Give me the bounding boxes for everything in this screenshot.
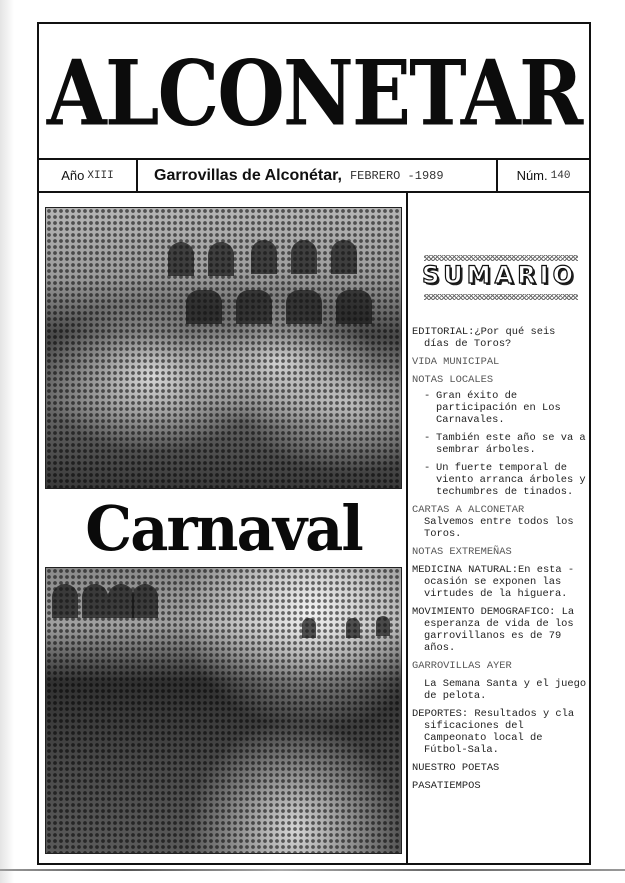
masthead: [39, 24, 589, 160]
arch-shape: [286, 290, 322, 324]
issue-number-cell: [498, 160, 589, 191]
carnival-photo-bottom: [45, 567, 402, 854]
toc-item-poetas: [412, 762, 590, 774]
toc-text: sificaciones del Campeonato local de Fútbol-Sala.: [424, 720, 543, 756]
year-cell: [39, 160, 138, 191]
arch-shape: [236, 290, 272, 324]
arch-shape: [208, 242, 234, 276]
carnival-photo-top: [45, 207, 402, 489]
place-date-cell: [138, 160, 498, 191]
toc-bullet: [412, 390, 590, 426]
table-of-contents: [408, 193, 591, 865]
toc-heading: NUESTRO POETAS: [412, 762, 500, 774]
place-name: Garrovillas de Alconétar,: [154, 166, 342, 184]
year-label: Año: [61, 168, 85, 183]
issue-info-bar: [39, 160, 589, 193]
toc-text: La Semana Santa y el juego de pelota.: [424, 678, 587, 702]
arch-shape: [251, 240, 277, 274]
toc-item-vida-municipal: [412, 356, 590, 368]
toc-heading: PASATIEMPOS: [412, 780, 481, 792]
arcade-arches: [46, 568, 401, 853]
toc-text: días de Toros?: [424, 338, 512, 350]
arch-shape: [331, 240, 357, 274]
arch-shape: [82, 584, 108, 618]
arch-shape: [346, 618, 360, 638]
dash-bullet-icon: -: [424, 432, 431, 444]
toc-heading: CARTAS A ALCONETAR: [412, 504, 525, 516]
toc-bullet-text: Un fuerte temporal de viento arranca árboles y techumbres de tinados.: [436, 462, 586, 498]
toc-bullet-text: También este año se va a sembrar árboles.: [436, 432, 586, 456]
scan-edge-shadow: [0, 0, 14, 883]
arch-shape: [376, 616, 390, 636]
toc-item-editorial: [412, 326, 590, 350]
newspaper-cover: [37, 22, 591, 865]
year-value: XIII: [87, 169, 114, 182]
toc-heading: DEPORTES: Resultados y cla: [412, 708, 575, 720]
issue-number: 140: [550, 169, 571, 182]
dash-bullet-icon: -: [424, 390, 431, 402]
toc-item-medicina: [412, 564, 590, 600]
toc-list: [412, 326, 590, 798]
toc-item-notas-locales: [412, 374, 590, 498]
toc-heading: NOTAS LOCALES: [412, 374, 494, 386]
toc-item-movimiento: [412, 606, 590, 654]
toc-bullet: [412, 462, 590, 498]
cover-body: [39, 193, 589, 865]
toc-text: ocasión se exponen las virtudes de la higuera.: [424, 576, 568, 600]
arch-shape: [336, 290, 372, 324]
arch-shape: [132, 584, 158, 618]
sumario-title: SUMARIO: [421, 261, 578, 289]
arcade-arches: [46, 208, 401, 488]
toc-heading: EDITORIAL:¿Por qué seis: [412, 326, 556, 338]
toc-heading: VIDA MUNICIPAL: [412, 356, 500, 368]
issue-label: Núm.: [516, 168, 548, 183]
toc-heading: GARROVILLAS AYER: [412, 660, 512, 672]
headline-text: Carnaval: [85, 491, 362, 565]
toc-text: Salvemos entre todos los Toros.: [424, 516, 574, 540]
toc-bullet: [412, 432, 590, 456]
page-bottom-edge: [0, 869, 625, 871]
toc-item-notas-extremenas: [412, 546, 590, 558]
arch-shape: [168, 242, 194, 276]
arch-shape: [186, 290, 222, 324]
masthead-title: ALCONETAR: [46, 39, 582, 147]
arch-shape: [291, 240, 317, 274]
toc-heading: MOVIMIENTO DEMOGRAFICO: La: [412, 606, 575, 618]
toc-heading: NOTAS EXTREMEÑAS: [412, 546, 512, 558]
toc-text: esperanza de vida de los garrovillanos es de 79 años.: [424, 618, 574, 654]
arch-shape: [108, 584, 134, 618]
toc-item-garrovillas-ayer: [412, 660, 590, 702]
arch-shape: [302, 618, 316, 638]
arch-shape: [52, 584, 78, 618]
decorative-border-bottom: [424, 294, 578, 300]
toc-item-deportes: [412, 708, 590, 756]
dash-bullet-icon: -: [424, 462, 431, 474]
toc-heading: MEDICINA NATURAL:En esta -: [412, 564, 575, 576]
toc-item-cartas: [412, 504, 590, 540]
cover-headline: [45, 491, 402, 565]
toc-item-pasatiempos: [412, 780, 590, 792]
toc-bullet-text: Gran éxito de participación en Los Carnavales.: [436, 390, 561, 426]
issue-date: FEBRERO -1989: [349, 168, 444, 183]
